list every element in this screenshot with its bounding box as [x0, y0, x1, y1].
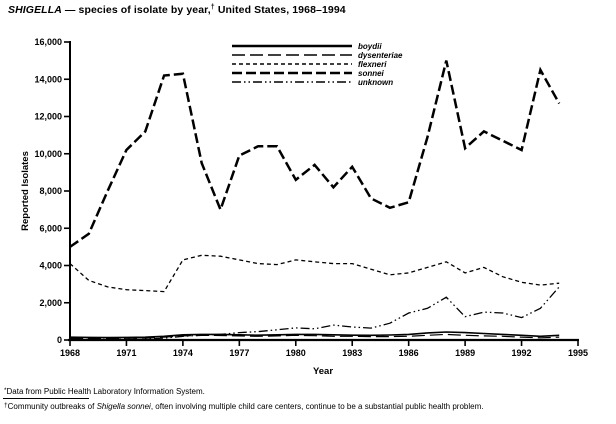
x-axis-title: Year: [312, 366, 334, 377]
title-tail: United States, 1968–1994: [214, 4, 346, 16]
series-line-sonnei: [70, 61, 559, 247]
axis-ticks: [34, 37, 588, 358]
series-line-boydii: [70, 332, 559, 338]
footnote-2-species: Shigella sonnei: [96, 402, 151, 411]
footnote-2-pre: Community outbreaks of: [7, 402, 97, 411]
y-tick-label: 16,000: [34, 37, 62, 47]
series-lines: [70, 61, 559, 340]
y-tick-label: 0: [56, 335, 62, 345]
footnote-2-post: , often involving multiple child care centers, continue to be a substantial public health problem.: [150, 402, 484, 411]
title-genus: SHIGELLA: [8, 4, 62, 16]
legend-label-unknown: unknown: [358, 78, 394, 87]
footnote-1-marker: *: [4, 387, 7, 394]
footnote-community-outbreaks: [4, 401, 483, 412]
x-tick-label: 1995: [567, 348, 589, 358]
x-tick-label: 1983: [342, 348, 363, 358]
footnote-2-marker: †: [4, 402, 8, 409]
series-line-flexneri: [70, 255, 559, 291]
x-tick-label: 1977: [229, 348, 250, 358]
legend-label-dysenteriae: dysenteriae: [358, 51, 403, 60]
x-tick-label: 1986: [398, 348, 419, 358]
x-tick-label: 1992: [511, 348, 532, 358]
x-tick-label: 1968: [59, 348, 81, 358]
y-tick-label: 4,000: [39, 260, 62, 271]
legend-label-flexneri: flexneri: [358, 60, 387, 69]
chart-legend: [232, 42, 403, 87]
title-footnote-marker: †: [210, 4, 215, 11]
x-tick-label: 1974: [172, 348, 193, 358]
legend-label-sonnei: sonnei: [358, 69, 384, 78]
y-tick-label: 10,000: [34, 148, 62, 159]
y-tick-label: 12,000: [34, 111, 62, 122]
x-tick-label: 1971: [116, 348, 137, 358]
title-main: — species of isolate by year,: [61, 4, 211, 16]
y-tick-label: 14,000: [34, 74, 62, 85]
series-line-unknown: [70, 287, 559, 340]
y-axis-title: Reported Isolates: [20, 151, 31, 231]
y-tick-label: 6,000: [39, 223, 62, 234]
x-tick-label: 1980: [285, 348, 306, 358]
footnote-separator-line: [3, 398, 89, 399]
legend-label-boydii: boydii: [358, 42, 382, 51]
footnote-data-source: [4, 386, 205, 397]
y-tick-label: 8,000: [39, 186, 62, 196]
y-tick-label: 2,000: [39, 297, 62, 308]
x-tick-label: 1989: [455, 348, 476, 358]
footnote-1-text: Data from Public Health Laboratory Information System.: [6, 387, 205, 396]
